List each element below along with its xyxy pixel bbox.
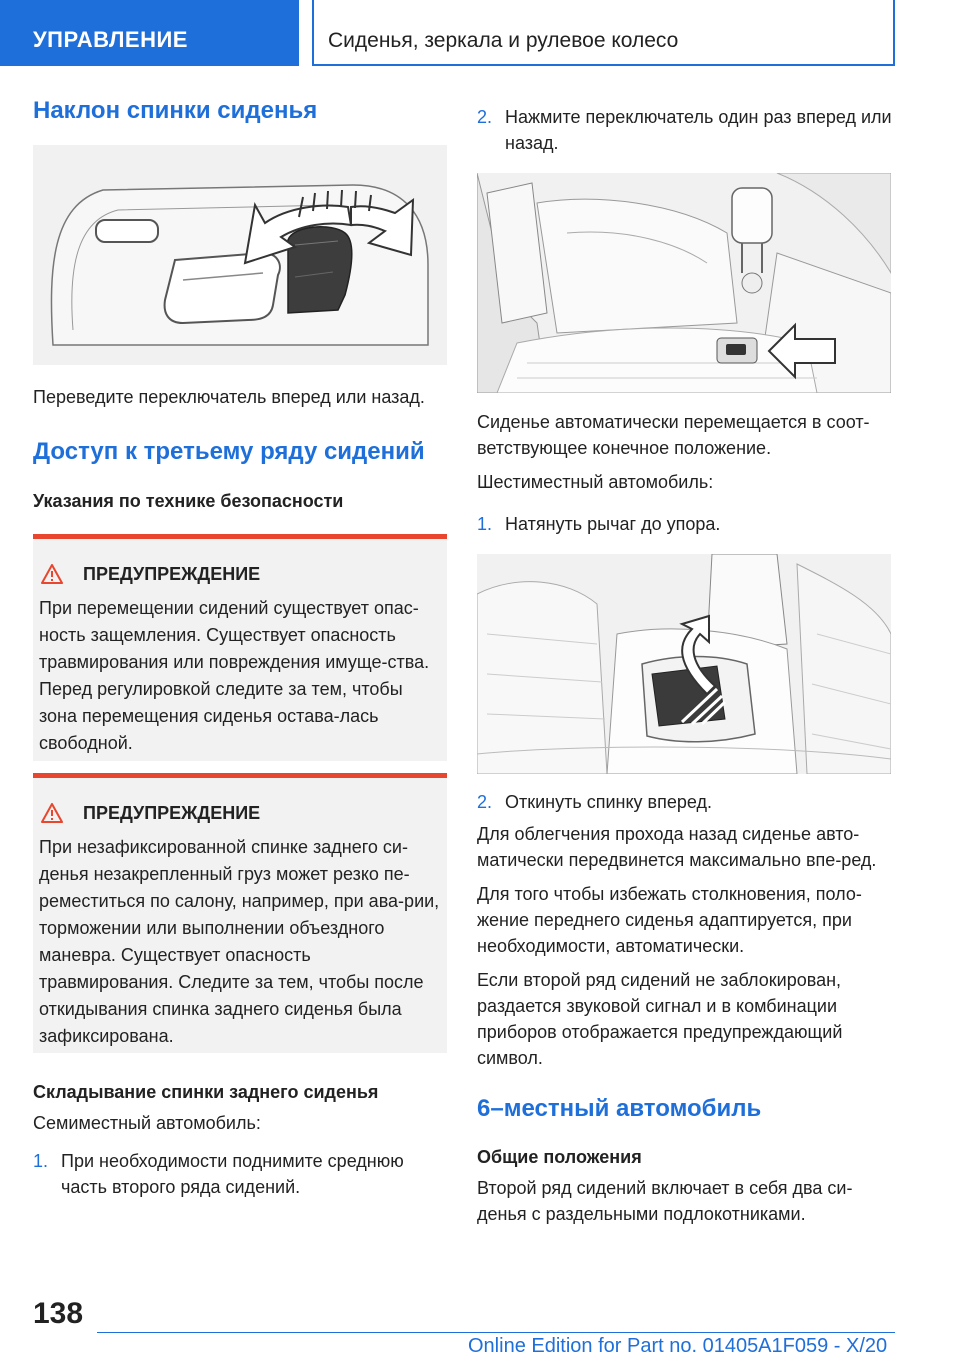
paragraph: Если второй ряд сидений не заблокирован, раздается звуковой сигнал и в комбинации приборов отображается предупреждающий символ. bbox=[477, 970, 843, 1068]
heading-six-seat: 6–местный автомобиль bbox=[477, 1095, 762, 1122]
figure-seat-switch bbox=[33, 145, 447, 365]
warning-text: При незафиксированной спинке заднего си-денья незакрепленный груз может резко пе-реместиться по салону, например, при ава-рии, торможении или выполнении объездного маневра. Существует опасность травмирования. Следите за тем, чтобы после откидывания спинка заднего сиденья была зафиксирована. bbox=[39, 837, 440, 1046]
auto-move-text: Сиденье автоматически перемещается в соот-ветствующее конечное положение. bbox=[477, 412, 870, 458]
section-title: УПРАВЛЕНИЕ bbox=[33, 27, 188, 52]
paragraph: Для того чтобы избежать столкновения, поло-жение переднего сиденья адаптируется, при необходимости, автоматически. bbox=[477, 884, 862, 956]
heading-third-row: Доступ к третьему ряду сидений bbox=[33, 438, 425, 465]
warning-text: При перемещении сидений существует опас-ность защемления. Существует опасность травмирования или повреждения имуще-ства. Перед регулировкой следите за тем, чтобы зона перемещения сиденья остава-лась свободной. bbox=[39, 598, 430, 753]
heading-recline: Наклон спинки сиденья bbox=[33, 97, 318, 124]
list-item bbox=[33, 1148, 447, 1200]
paragraph: Для облегчения прохода назад сиденье авто-матически передвинется максимально впе-ред. bbox=[477, 824, 877, 870]
left-column bbox=[33, 96, 447, 1200]
figure-lever bbox=[477, 554, 891, 774]
list-text: Откинуть спинку вперед. bbox=[505, 792, 713, 812]
general-text: Второй ряд сидений включает в себя два си-денья с раздельными подлокотниками. bbox=[477, 1178, 853, 1224]
footer-divider bbox=[97, 1332, 895, 1333]
seven-seat-label: Семиместный автомобиль: bbox=[33, 1113, 261, 1133]
list-item bbox=[477, 104, 897, 156]
six-seat-label: Шестиместный автомобиль: bbox=[477, 472, 714, 492]
list-number: 1. bbox=[477, 514, 493, 534]
right-column bbox=[477, 104, 897, 1227]
list-text: При необходимости поднимите среднюю часть второго ряда сидений. bbox=[61, 1151, 404, 1197]
list-number: 2. bbox=[477, 107, 493, 127]
page-number: 138 bbox=[33, 1297, 84, 1330]
warning-title: ПРЕДУПРЕЖДЕНИЕ bbox=[83, 563, 261, 584]
section-tab bbox=[0, 0, 299, 66]
warning-triangle-icon bbox=[41, 803, 63, 823]
warning-box-pinching bbox=[33, 534, 447, 761]
list-text: Натянуть рычаг до упора. bbox=[505, 514, 721, 534]
figure-second-row-switch bbox=[477, 173, 891, 393]
list-item bbox=[477, 789, 897, 815]
recline-instruction: Переведите переключатель вперед или назад. bbox=[33, 387, 425, 407]
heading-fold: Складывание спинки заднего сиденья bbox=[33, 1082, 379, 1102]
footer-edition: Online Edition for Part no. 01405A1F059 - X/20 bbox=[468, 1335, 888, 1357]
heading-safety: Указания по технике безопасности bbox=[33, 491, 344, 511]
chapter-tab bbox=[312, 0, 895, 66]
list-number: 1. bbox=[33, 1151, 49, 1171]
list-number: 2. bbox=[477, 792, 493, 812]
warning-triangle-icon bbox=[41, 564, 63, 584]
chapter-title: Сиденья, зеркала и рулевое колесо bbox=[328, 29, 679, 52]
warning-title: ПРЕДУПРЕЖДЕНИЕ bbox=[83, 802, 261, 823]
warning-box-cargo bbox=[33, 773, 447, 1053]
heading-general: Общие положения bbox=[477, 1147, 642, 1167]
list-item bbox=[477, 511, 897, 537]
list-text: Нажмите переключатель один раз вперед или назад. bbox=[505, 107, 892, 153]
